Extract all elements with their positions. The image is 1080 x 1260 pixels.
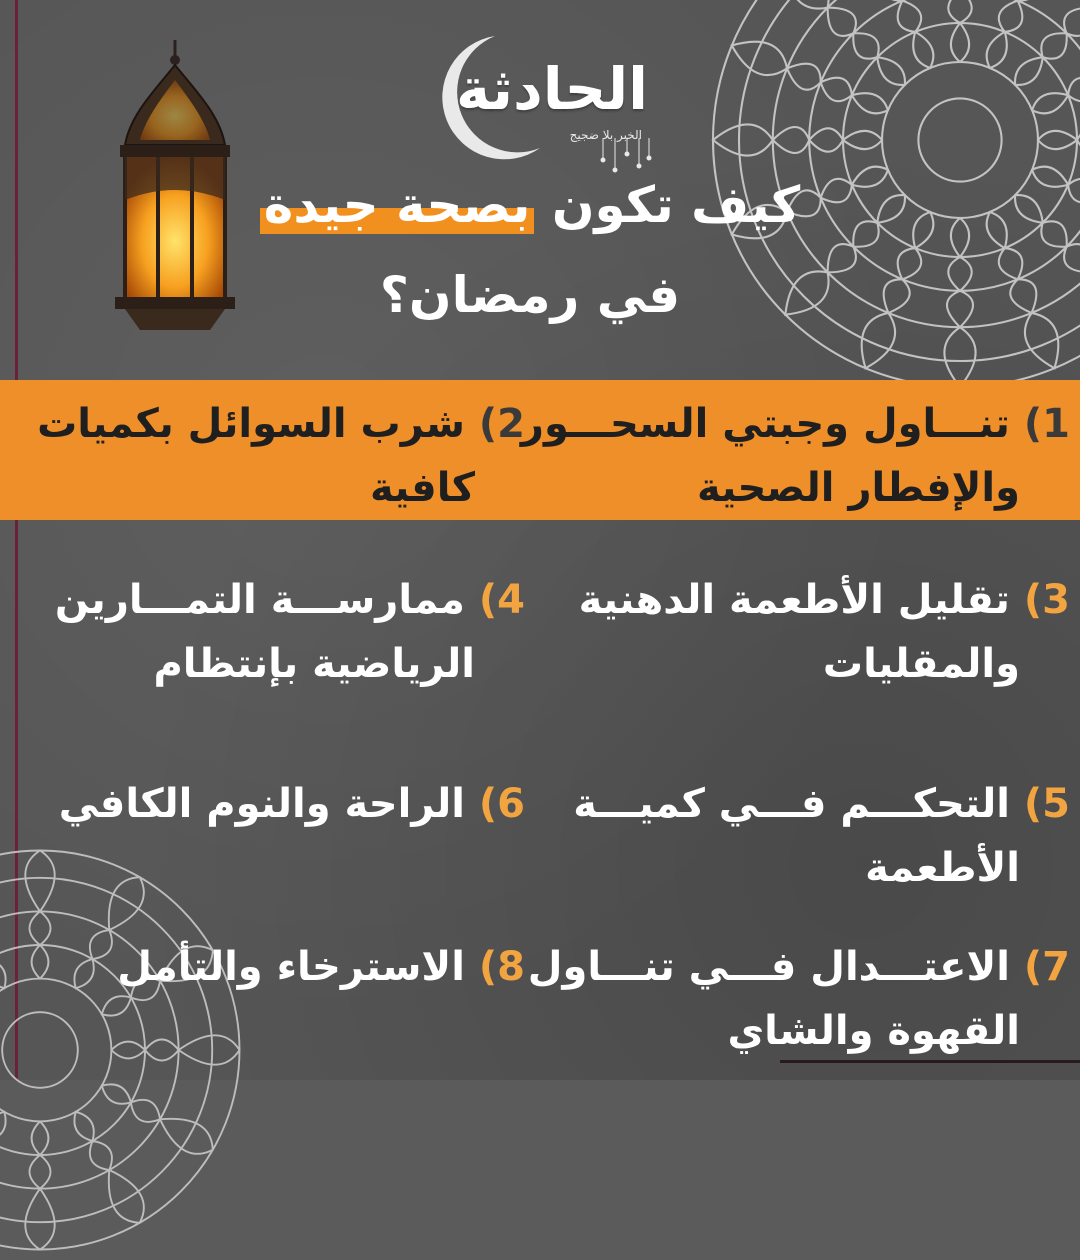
tip-item-3 bbox=[570, 568, 1070, 696]
mandala-ornament bbox=[0, 840, 250, 1260]
page-title bbox=[250, 160, 810, 340]
tip-bracket: ) bbox=[1009, 781, 1043, 827]
tip-text: التحكـــم فـــي كميـــة bbox=[573, 781, 1010, 827]
tip-number: 2 bbox=[497, 401, 525, 447]
tip-text-line2: والإفطار الصحية bbox=[696, 465, 1020, 511]
tip-text-line2: الأطعمة bbox=[865, 845, 1020, 891]
tip-text: ممارســـة التمـــارين bbox=[54, 577, 465, 623]
tip-text: الاعتـــدال فـــي تنـــاول bbox=[527, 944, 1010, 990]
tip-text-line2: والمقليات bbox=[822, 641, 1020, 687]
brand-name: الحادثة bbox=[456, 55, 648, 123]
tip-bracket: ) bbox=[464, 401, 498, 447]
tip-text: الراحة والنوم الكافي bbox=[58, 781, 465, 827]
tip-text-line2: كافية bbox=[369, 465, 475, 511]
tip-item-5 bbox=[570, 772, 1070, 900]
tip-number: 7 bbox=[1042, 944, 1070, 990]
tip-number: 6 bbox=[497, 781, 525, 827]
tip-text: تقليل الأطعمة الدهنية bbox=[578, 577, 1010, 623]
tip-text: شرب السوائل بكميات bbox=[37, 401, 465, 447]
tip-number: 1 bbox=[1042, 401, 1070, 447]
lantern-icon bbox=[90, 40, 260, 340]
tip-item-7 bbox=[527, 935, 1070, 1063]
tip-text: تنـــاول وجبتي السحـــور bbox=[520, 401, 1010, 447]
tip-bracket: ) bbox=[464, 781, 498, 827]
tip-number: 5 bbox=[1042, 781, 1070, 827]
title-line-1 bbox=[250, 160, 810, 250]
tip-text-line2: الرياضية بإنتظام bbox=[153, 641, 475, 687]
tip-bracket: ) bbox=[1009, 577, 1043, 623]
tip-number: 3 bbox=[1042, 577, 1070, 623]
tip-item-1 bbox=[520, 392, 1070, 520]
tip-item-6 bbox=[35, 772, 525, 836]
tip-text-line2: القهوة والشاي bbox=[727, 1008, 1020, 1054]
brand-tagline: الخبر بلا ضجيج bbox=[569, 128, 642, 142]
title-line-2: في رمضان؟ bbox=[379, 266, 681, 324]
title-highlight: بصحة جيدة bbox=[260, 176, 535, 234]
tip-item-8 bbox=[35, 935, 525, 999]
tip-number: 8 bbox=[497, 944, 525, 990]
tip-bracket: ) bbox=[464, 577, 498, 623]
tip-text: الاسترخاء والتأمل bbox=[117, 944, 465, 990]
tip-item-4 bbox=[35, 568, 525, 696]
tip-bracket: ) bbox=[1009, 401, 1043, 447]
tip-bracket: ) bbox=[1009, 944, 1043, 990]
title-text: كيف تكون bbox=[551, 176, 801, 234]
tip-number: 4 bbox=[497, 577, 525, 623]
brand-logo bbox=[400, 28, 670, 163]
tip-item-2 bbox=[35, 392, 525, 520]
tip-bracket: ) bbox=[464, 944, 498, 990]
